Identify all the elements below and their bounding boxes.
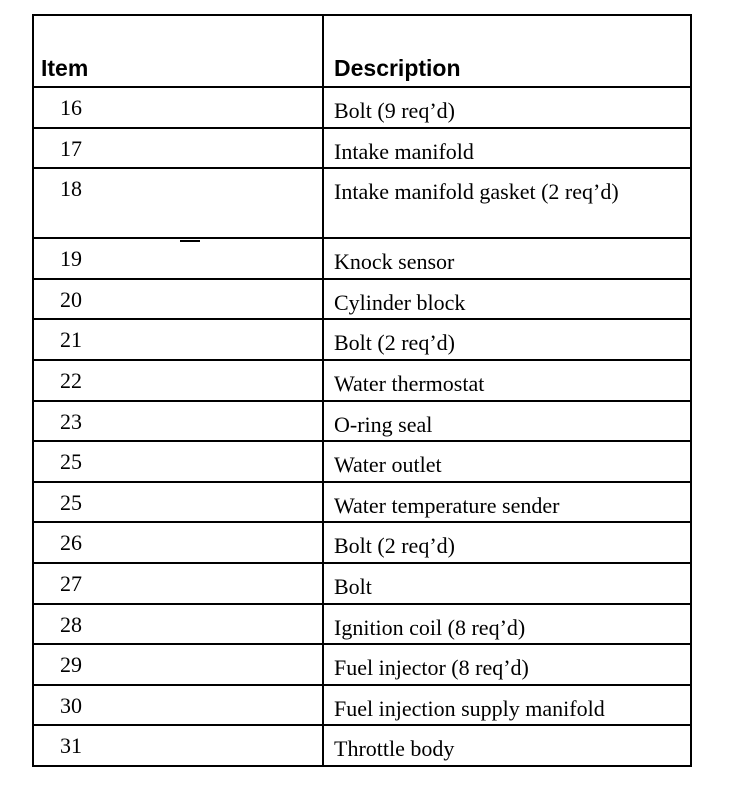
description-cell: Intake manifold	[323, 128, 691, 169]
item-number-cell: 23	[33, 401, 323, 442]
parts-table	[32, 14, 692, 767]
table-row	[33, 279, 691, 320]
item-number-cell: 27	[33, 563, 323, 604]
table-row	[33, 441, 691, 482]
table-row	[33, 128, 691, 169]
table-row	[33, 238, 691, 279]
item-number-cell: 30	[33, 685, 323, 726]
table-row	[33, 685, 691, 726]
item-number-cell: 25	[33, 482, 323, 523]
item-number-cell: 29	[33, 644, 323, 685]
stray-scan-mark	[180, 240, 200, 242]
item-number-cell: 18	[33, 168, 323, 238]
item-column-header: Item	[33, 15, 323, 87]
table-row	[33, 563, 691, 604]
description-cell: Water outlet	[323, 441, 691, 482]
table-row	[33, 87, 691, 128]
item-number-cell: 31	[33, 725, 323, 766]
description-cell: Water temperature sender	[323, 482, 691, 523]
item-number-cell: 16	[33, 87, 323, 128]
table-row	[33, 401, 691, 442]
description-cell: Ignition coil (8 req’d)	[323, 604, 691, 645]
item-number-cell: 25	[33, 441, 323, 482]
table-row	[33, 725, 691, 766]
description-cell: Knock sensor	[323, 238, 691, 279]
description-cell: Fuel injection supply manifold	[323, 685, 691, 726]
item-number-cell: 22	[33, 360, 323, 401]
description-cell: Water thermostat	[323, 360, 691, 401]
description-cell: O-ring seal	[323, 401, 691, 442]
description-cell: Fuel injector (8 req’d)	[323, 644, 691, 685]
description-cell: Bolt (2 req’d)	[323, 319, 691, 360]
description-cell: Throttle body	[323, 725, 691, 766]
description-cell: Bolt	[323, 563, 691, 604]
item-number-cell: 21	[33, 319, 323, 360]
description-column-header: Description	[323, 15, 691, 87]
table-row	[33, 604, 691, 645]
item-number-cell: 19	[33, 238, 323, 279]
description-cell: Bolt (9 req’d)	[323, 87, 691, 128]
table-row	[33, 319, 691, 360]
description-cell: Intake manifold gasket (2 req’d)	[323, 168, 691, 238]
item-number-cell: 28	[33, 604, 323, 645]
item-number-cell: 20	[33, 279, 323, 320]
table-row	[33, 482, 691, 523]
table-header-row	[33, 15, 691, 87]
description-cell: Bolt (2 req’d)	[323, 522, 691, 563]
description-cell: Cylinder block	[323, 279, 691, 320]
table-row	[33, 522, 691, 563]
table-row	[33, 644, 691, 685]
item-number-cell: 17	[33, 128, 323, 169]
table-row	[33, 168, 691, 238]
table-row	[33, 360, 691, 401]
item-number-cell: 26	[33, 522, 323, 563]
